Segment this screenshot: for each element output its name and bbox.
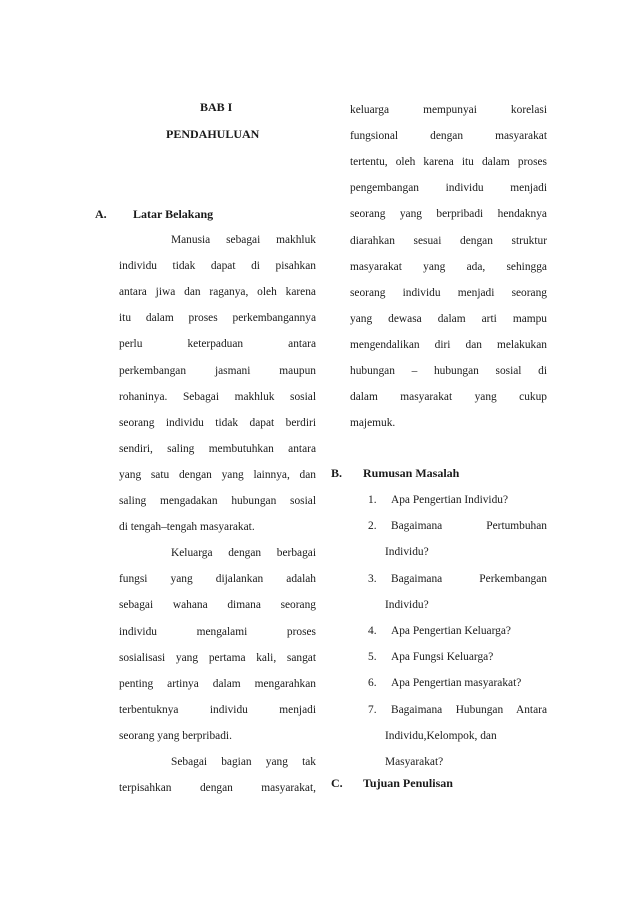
left-line: Sebagai bagian yang tak [171,756,316,768]
left-line: Keluarga dengan berbagai [171,547,316,559]
section-a-title: Latar Belakang [133,207,214,221]
right-line: seorang yang berpribadi hendaknya [350,208,547,220]
section-a-letter: A. [95,207,107,221]
section-c-title: Tujuan Penulisan [363,776,453,790]
question-number: 7. [368,704,377,716]
left-line: penting artinya dalam mengarahkan [119,678,316,690]
right-line: yang dewasa dalam arti mampu [350,313,547,325]
section-c-letter: C. [331,776,343,790]
question-number: 1. [368,494,377,506]
left-line: fungsi yang dijalankan adalah [119,573,316,585]
left-line: seorang individu tidak dapat berdiri [119,417,316,429]
left-line: antara jiwa dan raganya, oleh karena [119,286,316,298]
right-line: majemuk. [350,417,396,429]
question-text: Apa Pengertian masyarakat? [391,677,522,689]
question-text: Individu? [385,546,429,558]
right-line: hubungan – hubungan sosial di [350,365,547,377]
right-line: fungsional dengan masyarakat [350,130,547,142]
right-line: mengendalikan diri dan melakukan [350,339,547,351]
left-line: itu dalam proses perkembangannya [119,312,316,324]
question-number: 2. [368,520,377,532]
question-text: Bagaimana Perkembangan [391,573,547,585]
left-line: individu tidak dapat di pisahkan [119,260,316,272]
right-line: diarahkan sesuai dengan struktur [350,235,547,247]
right-line: keluarga mempunyai korelasi [350,104,547,116]
question-text: Apa Pengertian Keluarga? [391,625,511,637]
right-line: pengembangan individu menjadi [350,182,547,194]
left-line: perlu keterpaduan antara [119,338,316,350]
chapter-title: BAB I [200,100,233,114]
question-text: Individu,Kelompok, dan [385,730,497,742]
question-number: 5. [368,651,377,663]
question-number: 3. [368,573,377,585]
right-line: masyarakat yang ada, sehingga [350,261,547,273]
question-text: Apa Pengertian Individu? [391,494,509,506]
right-line: tertentu, oleh karena itu dalam proses [350,156,547,168]
left-line: sendiri, saling membutuhkan antara [119,443,316,455]
question-text: Masyarakat? [385,756,444,768]
left-line: saling mengadakan hubungan sosial [119,495,316,507]
left-line: rohaninya. Sebagai makhluk sosial [119,391,316,403]
question-text: Bagaimana Hubungan Antara [391,704,547,716]
left-line: sebagai wahana dimana seorang [119,599,316,611]
section-b-letter: B. [331,466,343,480]
left-line: seorang yang berpribadi. [119,730,232,742]
left-line: terpisahkan dengan masyarakat, [119,782,316,794]
question-text: Apa Fungsi Keluarga? [391,651,494,663]
chapter-subtitle: PENDAHULUAN [166,127,260,141]
question-number: 6. [368,677,377,689]
left-line: di tengah–tengah masyarakat. [119,521,255,533]
left-line: terbentuknya individu menjadi [119,704,316,716]
question-number: 4. [368,625,377,637]
left-line: yang satu dengan yang lainnya, dan [119,469,316,481]
left-line: sosialisasi yang pertama kali, sangat [119,652,316,664]
right-line: seorang individu menjadi seorang [350,287,547,299]
left-line: perkembangan jasmani maupun [119,365,316,377]
right-line: dalam masyarakat yang cukup [350,391,547,403]
question-text: Individu? [385,599,429,611]
section-b-title: Rumusan Masalah [363,466,460,480]
left-line: individu mengalami proses [119,626,316,638]
question-text: Bagaimana Pertumbuhan [391,520,547,532]
left-line: Manusia sebagai makhluk [171,234,316,246]
